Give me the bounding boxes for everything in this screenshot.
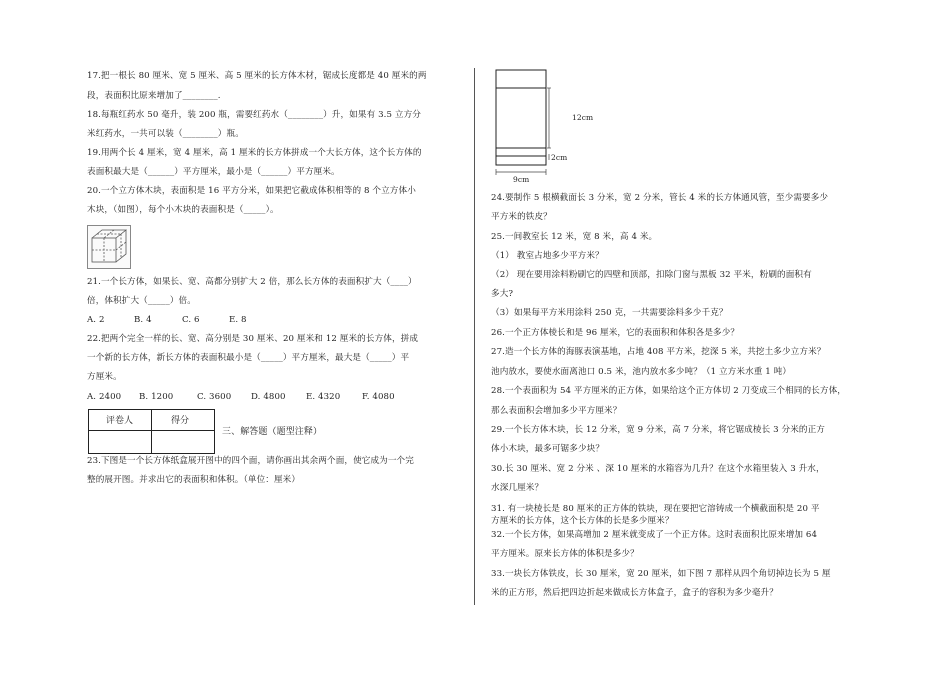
q21-options bbox=[87, 314, 247, 326]
cube-figure bbox=[87, 225, 131, 269]
q18-line1: 18.每瓶红药水 50 毫升，装 200 瓶，需要红药水（________）升，如果有 3.5 立方分 bbox=[87, 110, 421, 120]
q20-line1: 20.一个立方体木块，表面积是 16 平方分米，如果把它截成体积相等的 8 个立方体小 bbox=[87, 186, 416, 196]
score-header: 得分 bbox=[171, 416, 190, 426]
q32-line1: 32.一个长方体，如果高增加 2 厘米就变成了一个正方体。这时表面积比原来增加 64 bbox=[491, 530, 818, 540]
q18-line2: 米红药水，一共可以装（________）瓶。 bbox=[87, 129, 244, 139]
column-divider bbox=[474, 68, 475, 605]
q25-sub3: （3）如果每平方米用涂料 250 克，一共需要涂料多少千克？ bbox=[491, 308, 728, 318]
q27-line2: 池内放水，要使水面离池口 0.5 米，池内放水多少吨？（1 立方米水重 1 吨） bbox=[491, 367, 792, 377]
q20-line2: 木块，（如图），每个小木块的表面积是（_____）。 bbox=[87, 205, 279, 215]
q22-option: D. 4800 bbox=[251, 392, 286, 402]
q25-line: 25.一间教室长 12 米，宽 8 米，高 4 米。 bbox=[491, 232, 658, 242]
q28-line2: 那么表面积会增加多少平方厘米？ bbox=[491, 406, 622, 416]
q17-line1: 17.把一根长 80 厘米、宽 5 厘米、高 5 厘米的长方体木材，锯成长度都是 40 厘米的两 bbox=[87, 71, 427, 81]
net-width-label: 2cm bbox=[551, 153, 568, 162]
q24-line1: 24.要制作 5 根横截面长 3 分米，宽 2 分米，管长 4 米的长方体通风管，至少需要多少 bbox=[491, 193, 829, 203]
q33-line1: 33.一块长方体铁皮，长 30 厘米，宽 20 厘米，如下图 7 那样从四个角切掉边长为 5 厘 bbox=[491, 569, 831, 579]
section3-heading: 三、解答题（题型注释） bbox=[222, 427, 323, 437]
q22-option: F. 4080 bbox=[362, 392, 395, 402]
q31-line2: 方厘米的长方体，这个长方体的长是多少厘米？ bbox=[491, 516, 674, 526]
q30-line1: 30.长 30 厘米、宽 2 分米 、深 10 厘米的水箱容为几升？在这个水箱里装入 3 升水， bbox=[491, 464, 825, 474]
q24-line2: 平方米的铁皮？ bbox=[491, 212, 552, 222]
q22-option: C. 3600 bbox=[197, 392, 232, 402]
q29-line2: 体小木块，最多可锯多少块？ bbox=[491, 444, 605, 454]
q23-line2: 整的展开图。并求出它的表面积和体积。（单位：厘米） bbox=[87, 475, 301, 485]
q29-line1: 29.一个长方体木块，长 12 分米，宽 9 分米，高 7 分米，将它锯成棱长 3 分米的正方 bbox=[491, 425, 825, 435]
q21-option: E. 8 bbox=[229, 315, 247, 325]
net-height-label: 12cm bbox=[572, 113, 594, 122]
q33-line2: 米的正方形，然后把四边折起来做成长方体盒子，盒子的容积为多少毫升？ bbox=[491, 588, 778, 598]
q21-line2: 倍，体积扩大（_____）倍。 bbox=[87, 296, 196, 306]
q22-option: B. 1200 bbox=[139, 392, 174, 402]
q19-line2: 表面积最大是（______）平方厘米，最小是（______）平方厘米。 bbox=[87, 167, 340, 177]
net-length-label: 9cm bbox=[513, 175, 530, 184]
q30-line2: 水深几厘米？ bbox=[491, 483, 544, 493]
q22-line3: 方厘米。 bbox=[87, 372, 122, 382]
q26-line: 26.一个正方体棱长和是 96 厘米，它的表面积和体积各是多少？ bbox=[491, 328, 740, 338]
score-table bbox=[88, 409, 215, 454]
q21-option: A. 2 bbox=[87, 315, 105, 325]
q22-options bbox=[87, 391, 395, 403]
q22-option: E. 4320 bbox=[306, 392, 341, 402]
q17-line2: 段，表面积比原来增加了________. bbox=[87, 91, 221, 101]
q32-line2: 平方厘米。原来长方体的体积是多少？ bbox=[491, 549, 639, 559]
q19-line1: 19.用两个长 4 厘米，宽 4 厘米，高 1 厘米的长方体拼成一个大长方体，这个长方体的 bbox=[87, 148, 422, 158]
q23-line1: 23.下图是一个长方体纸盒展开图中的四个面，请你画出其余两个面，使它成为一个完 bbox=[87, 456, 414, 466]
q27-line1: 27.造一个长方体的海豚表演基地，占地 408 平方米，挖深 5 米，共挖土多少立方米？ bbox=[491, 347, 826, 357]
q21-option: C. 6 bbox=[182, 315, 200, 325]
grader-header: 评卷人 bbox=[106, 416, 134, 426]
q21-line1: 21.一个长方体，如果长、宽、高都分别扩大 2 倍，那么长方体的表面积扩大（____） bbox=[87, 277, 417, 287]
q21-option: B. 4 bbox=[134, 315, 152, 325]
q25-sub2-line1: （2） 现在要用涂料粉刷它的四壁和顶部，扣除门窗与黑板 32 平米，粉刷的面积有 bbox=[491, 270, 812, 280]
box-net-figure bbox=[491, 68, 599, 186]
q22-line2: 一个新的长方体，新长方体的表面积最小是（_____）平方厘米，最大是（_____）平 bbox=[87, 353, 410, 363]
q22-option: A. 2400 bbox=[87, 392, 122, 402]
q28-line1: 28.一个表面积为 54 平方厘米的正方体，如果给这个正方体切 2 刀变成三个相同的长方体， bbox=[491, 386, 846, 396]
q22-line1: 22.把两个完全一样的长、宽、高分别是 30 厘米、20 厘米和 12 厘米的长方体，拼成 bbox=[87, 334, 419, 344]
q31-line1: 31. 有一块棱长是 80 厘米的正方体的铁块，现在要把它溶铸成一个横截面积是 20 平 bbox=[491, 504, 820, 514]
q25-sub2-line2: 多大? bbox=[491, 289, 514, 299]
q25-sub1: （1） 教室占地多少平方米？ bbox=[491, 251, 604, 261]
